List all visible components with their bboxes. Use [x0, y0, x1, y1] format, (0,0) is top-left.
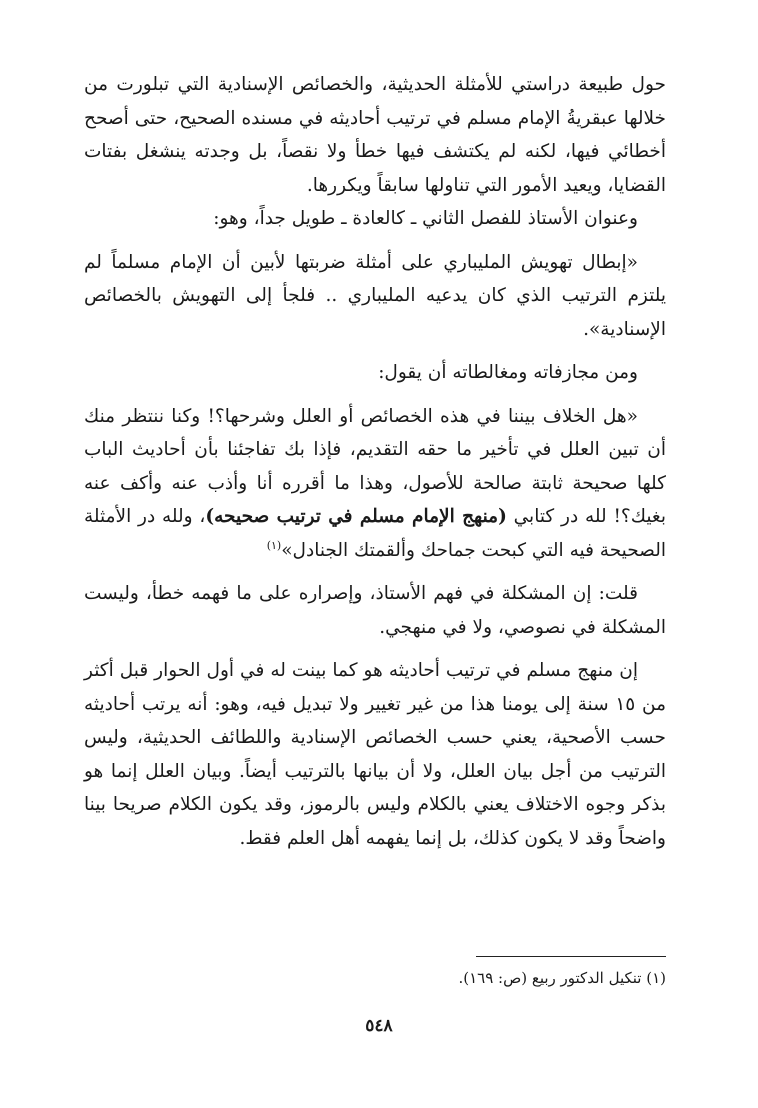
- paragraph-5: إن منهج مسلم في ترتيب أحاديثه هو كما بينت له في أول الحوار قبل أكثر من ١٥ سنة إلى يومنا هذا من غير تغيير ولا تبديل فيه، وهو: أنه يرتب أحاديثه حسب الأصحية، يعني حسب الخصائص الإسنادية واللطائف الحديثية، وليس الترتيب من أجل بيان العلل، ولا أن بيانها بالترتيب أيضاً. وبيان العلل إنما هو بذكر وجوه الاختلاف يعني بالكلام وليس بالرموز، وقد يكون الكلام صريحا بينا واضحاً وقد لا يكون كذلك، بل إنما يفهمه أهل العلم فقط.: [84, 660, 667, 849]
- quote-2-text-before: «هل الخلاف بيننا في هذه الخصائص أو العلل وشرحها؟! وكنا ننتظر منك أن تبين العلل في تأخير ما حقه التقديم، فإذا بك تفاجئنا بأن أحاديث الباب كلها صحيحة ثابتة صالحة للأصول، وهذا ما أقرره أنا وأذب عنه وأكف عنه بغيك؟! لله در كتابي: [84, 405, 666, 527]
- footnote-divider: [476, 956, 666, 957]
- paragraph-2: وعنوان الأستاذ للفصل الثاني ـ كالعادة ـ طويل جداً، وهو:: [213, 208, 638, 229]
- quote-2: [84, 400, 666, 568]
- footnote-reference: (١): [266, 538, 282, 552]
- footnote: (١) تنكيل الدكتور ربيع (ص: ١٦٩).: [458, 969, 666, 987]
- main-text: [84, 68, 666, 855]
- paragraph-1: حول طبيعة دراستي للأمثلة الحديثية، والخصائص الإسنادية التي تبلورت من خلالها عبقريةُ الإمام مسلم في ترتيب أحاديثه في مسنده الصحيح، حتى أصحح أخطائي فيها، لكنه لم يكتشف فيها خطأ ولا نقصاً، بل وجدته ينشغل بفتات القضايا، ويعيد الأمور التي تناولها سابقاً ويكررها.: [84, 74, 666, 196]
- quote-2-text-after: ، ولله در الأمثلة الصحيحة فيه التي كبحت جماحك وألقمتك الجنادل»: [84, 506, 666, 561]
- paragraph-4: قلت: إن المشكلة في فهم الأستاذ، وإصراره على ما فهمه خطأ، وليست المشكلة في نصوصي، ولا في منهجي.: [84, 583, 666, 638]
- paragraph-3: ومن مجازفاته ومغالطاته أن يقول:: [378, 362, 638, 383]
- quote-1: «إبطال تهويش المليباري على أمثلة ضربتها لأبين أن الإمام مسلماً لم يلتزم الترتيب الذي كان يدعيه المليباري .. فلجأ إلى التهويش بالخصائص الإسنادية».: [84, 251, 666, 340]
- book-title-bold: (منهج الإمام مسلم في ترتيب صحيحه): [205, 506, 507, 527]
- page-number: ٥٤٨: [365, 1016, 393, 1036]
